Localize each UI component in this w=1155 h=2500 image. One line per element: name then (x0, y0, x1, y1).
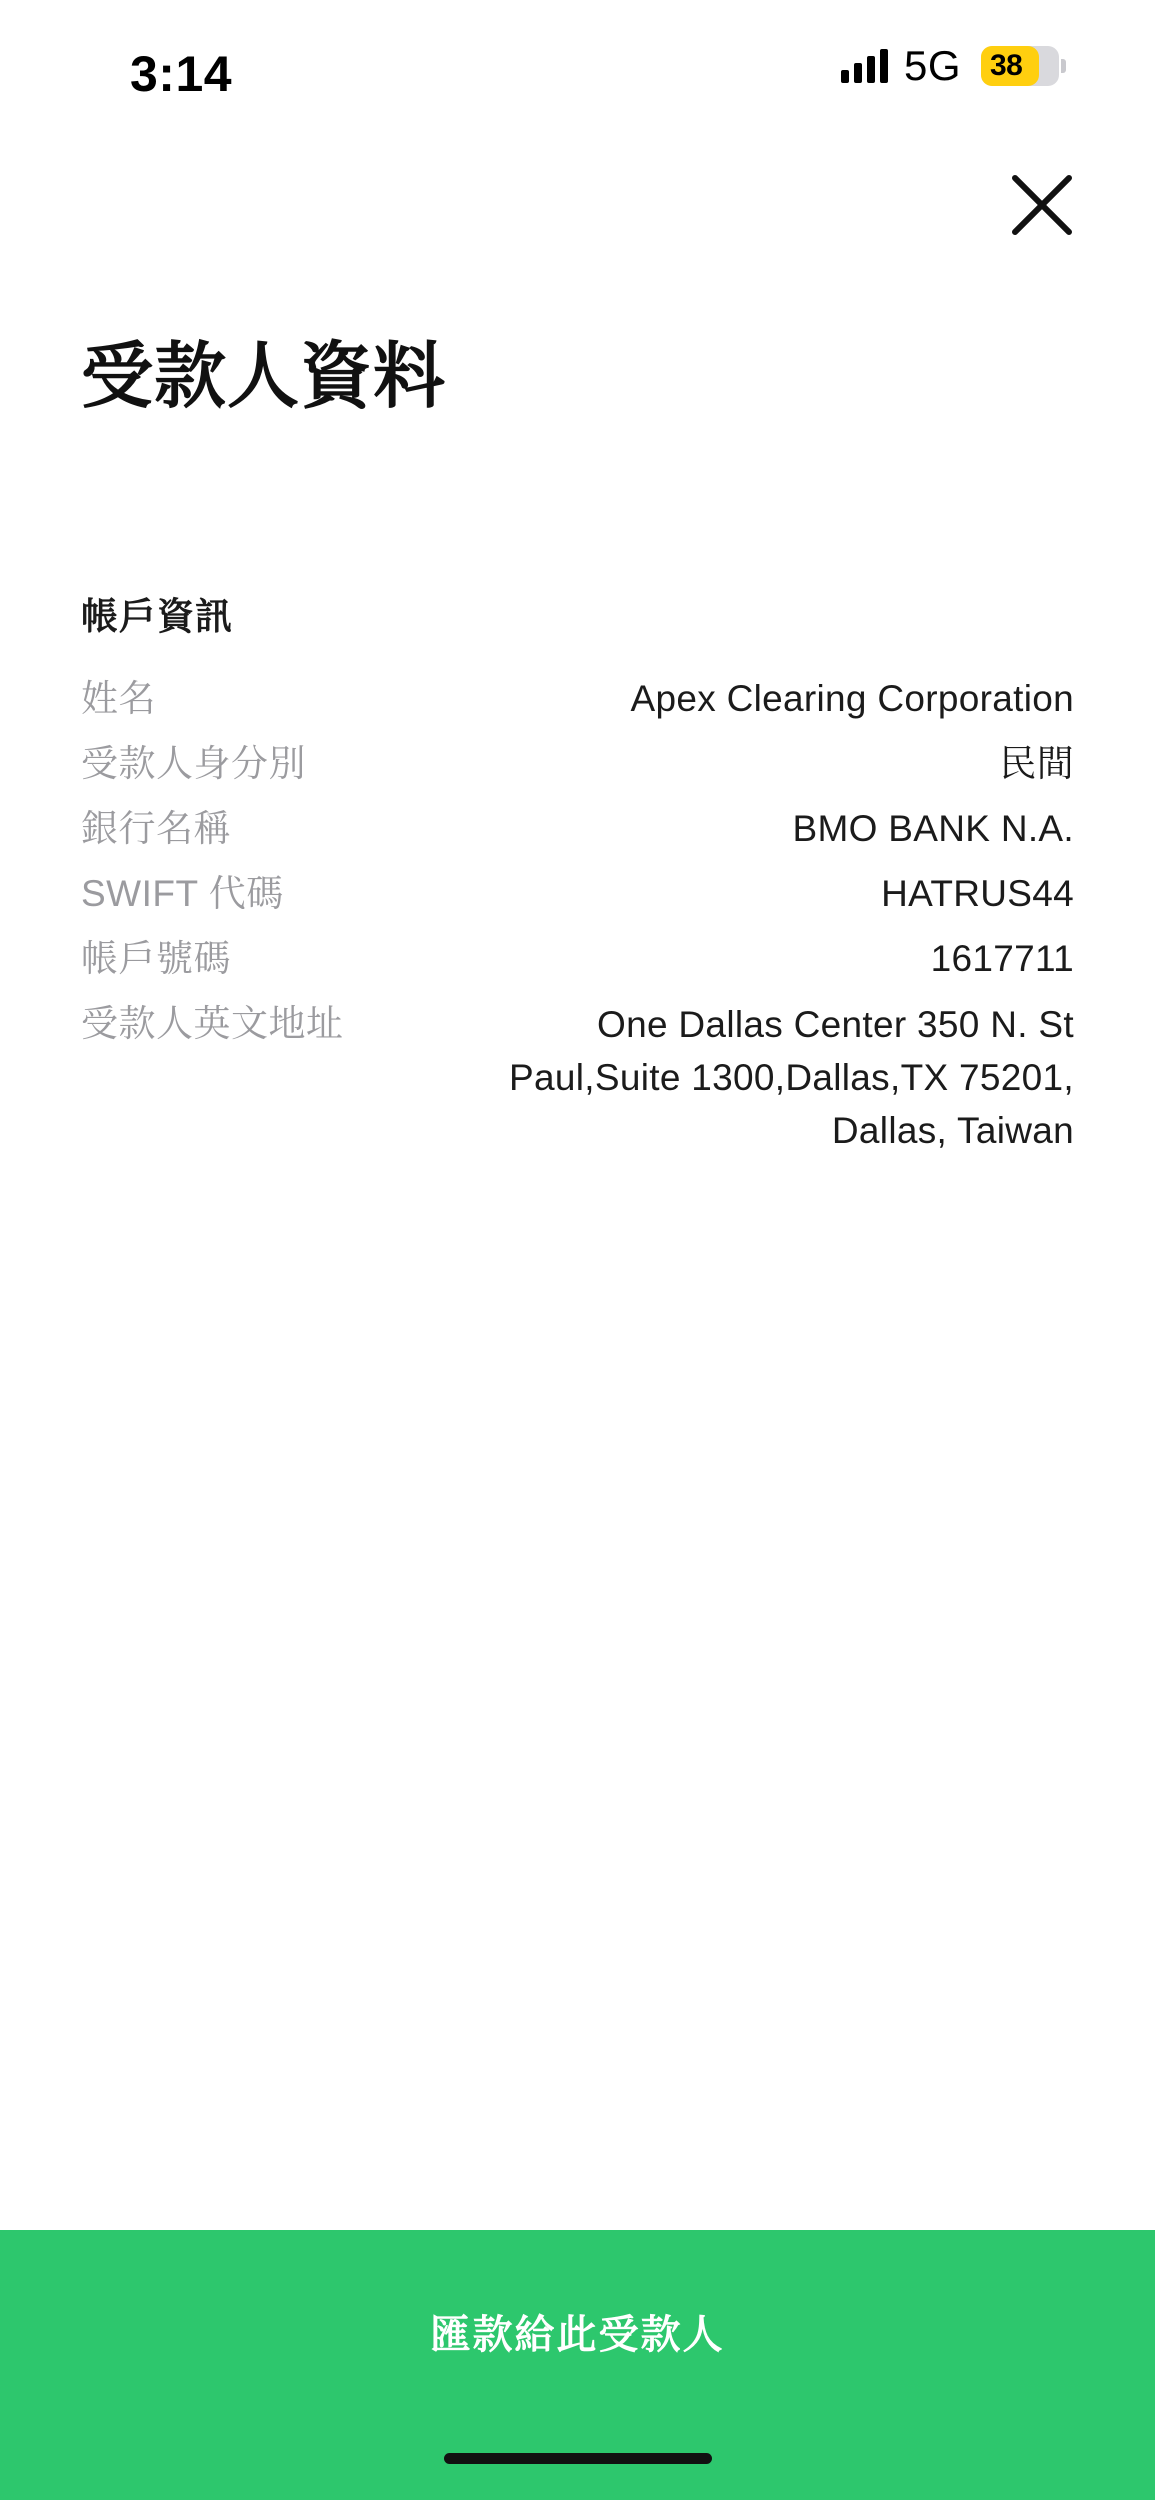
info-label: 受款人身分別 (81, 743, 306, 784)
info-label: SWIFT 代碼 (81, 873, 284, 914)
status-bar (0, 0, 1155, 150)
close-button[interactable] (1007, 170, 1077, 240)
home-indicator (444, 2453, 712, 2464)
network-type-label: 5G (903, 42, 961, 89)
info-value: HATRUS44 (881, 873, 1074, 914)
section-heading-account-info: 帳戶資訊 (81, 596, 233, 637)
list-item (81, 733, 1074, 798)
info-value: 1617711 (930, 938, 1074, 979)
list-item (81, 993, 1074, 1160)
battery-icon (981, 46, 1059, 86)
account-info-list (81, 668, 1074, 1160)
close-icon (1007, 170, 1077, 240)
info-label: 受款人英文地址 (81, 1003, 344, 1044)
cellular-signal-icon (841, 49, 888, 83)
status-time: 3:14 (130, 46, 233, 102)
list-item (81, 863, 1074, 928)
info-value: One Dallas Center 350 N. St Paul,Suite 1300,Dallas,TX 75201, Dallas, Taiwan (509, 1004, 1074, 1151)
info-value: Apex Clearing Corporation (630, 678, 1074, 719)
list-item (81, 928, 1074, 993)
status-indicators (841, 42, 1059, 90)
page-title: 受款人資料 (81, 337, 447, 417)
info-label: 姓名 (81, 678, 156, 719)
info-label: 帳戶號碼 (81, 938, 231, 979)
remit-to-payee-button[interactable] (0, 2230, 1155, 2500)
list-item (81, 798, 1074, 863)
battery-cap (1061, 59, 1066, 73)
list-item (81, 668, 1074, 733)
info-value: BMO BANK N.A. (792, 808, 1074, 849)
remit-to-payee-label: 匯款給此受款人 (430, 2313, 725, 2357)
info-label: 銀行名稱 (81, 808, 231, 849)
battery-percent-label: 38 (990, 49, 1023, 82)
info-value: 民間 (999, 743, 1074, 784)
